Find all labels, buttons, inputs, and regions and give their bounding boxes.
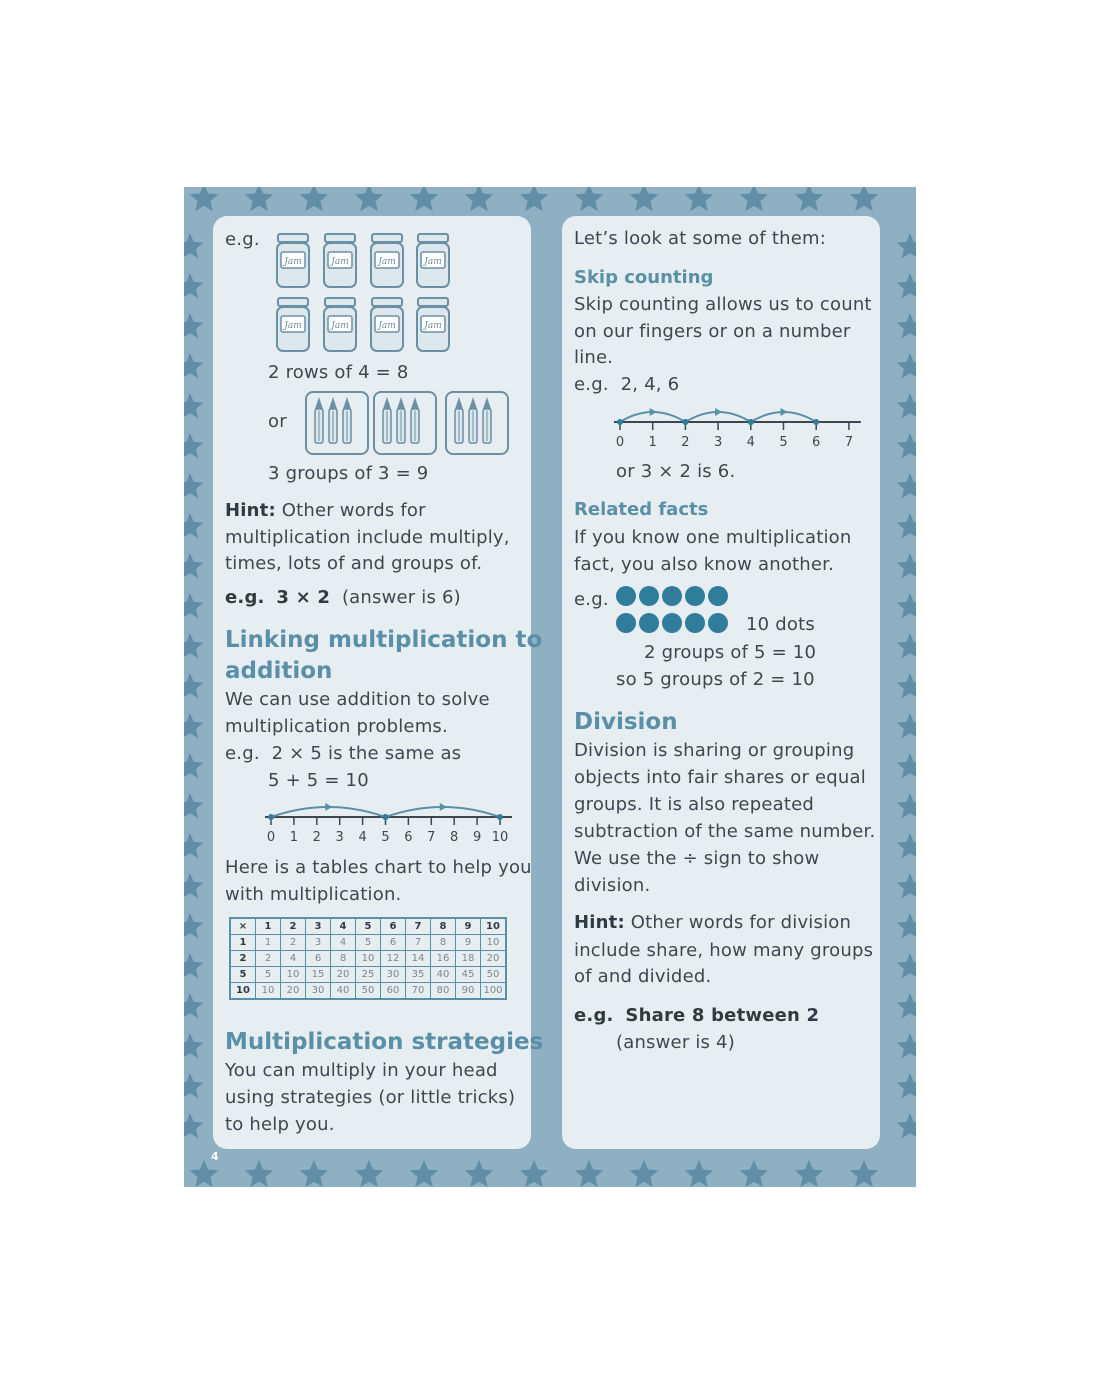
tables-chart-cell: 4 — [331, 935, 356, 951]
groups-text: 3 groups of 3 = 9 — [268, 463, 429, 484]
star-icon — [897, 993, 916, 1018]
number-line-label: 3 — [335, 830, 344, 845]
example-line — [225, 584, 461, 611]
tables-chart-cell: 20 — [331, 967, 356, 983]
pencil-icon — [483, 397, 491, 443]
division-line-5: We use the ÷ sign to show — [574, 848, 820, 869]
example-label: e.g. — [225, 587, 265, 608]
star-icon — [184, 633, 203, 658]
number-line-label: 3 — [713, 435, 723, 450]
star-icon — [850, 187, 879, 211]
jam-jar-icon — [417, 298, 449, 351]
star-icon — [897, 513, 916, 538]
number-line-label: 6 — [404, 830, 413, 845]
jam-jars-illustration — [270, 232, 460, 357]
tables-chart-cell: 2 — [230, 951, 256, 967]
tables-chart-row — [230, 951, 506, 967]
dot — [708, 613, 728, 633]
or-label: or — [268, 411, 287, 432]
pencil-icon — [455, 397, 463, 443]
star-icon — [190, 1160, 219, 1187]
tables-chart-cell: 90 — [456, 983, 481, 1000]
star-icon — [897, 953, 916, 978]
division-line-4: subtraction of the same number. — [574, 821, 876, 842]
star-icon — [685, 1160, 714, 1187]
jam-label: Jam — [424, 257, 442, 267]
linking-heading-line-1: Linking multiplication to — [225, 627, 543, 653]
star-icon — [300, 1160, 329, 1187]
star-icon — [300, 187, 329, 211]
tables-chart-cell: 6 — [306, 951, 331, 967]
jam-jar-icon — [324, 298, 356, 351]
star-icon — [184, 1073, 203, 1098]
tables-chart-cell: 3 — [306, 935, 331, 951]
number-line-label: 0 — [266, 830, 276, 845]
tables-chart-cell: 18 — [456, 951, 481, 967]
tables-chart-cell: × — [230, 918, 256, 935]
star-icon — [184, 1113, 203, 1138]
pencil-icon — [383, 397, 391, 443]
tables-chart-cell: 12 — [381, 951, 406, 967]
example-expression: 3 × 2 — [276, 587, 331, 608]
tables-chart-cell: 100 — [481, 983, 507, 1000]
star-icon — [184, 313, 203, 338]
tables-chart-row — [230, 967, 506, 983]
dot — [685, 613, 705, 633]
tables-chart-cell: 6 — [381, 918, 406, 935]
division-line-2: objects into fair shares or equal — [574, 767, 866, 788]
strategies-heading: Multiplication strategies — [225, 1029, 544, 1055]
star-icon — [575, 187, 604, 211]
skip-result: or 3 × 2 is 6. — [616, 461, 736, 482]
skip-eg-values: 2, 4, 6 — [620, 374, 680, 395]
number-line-label: 10 — [491, 830, 509, 845]
star-icon — [465, 1160, 494, 1187]
jump-arrow — [715, 408, 722, 416]
star-icon — [897, 753, 916, 778]
tables-chart-cell: 20 — [481, 951, 507, 967]
dot — [616, 613, 636, 633]
tables-chart-cell: 70 — [406, 983, 431, 1000]
star-icon — [897, 793, 916, 818]
star-icon — [897, 913, 916, 938]
jam-label: Jam — [378, 321, 396, 331]
star-icon — [184, 513, 203, 538]
jump-arrow — [781, 408, 788, 416]
eg-label: e.g. — [225, 229, 260, 250]
jump-point — [268, 814, 274, 820]
division-hint-text: Other words for division — [630, 912, 852, 933]
linking-heading-line-2: addition — [225, 658, 333, 684]
jump-point — [748, 419, 754, 425]
tables-chart — [229, 917, 507, 1000]
pencil-icon — [343, 397, 351, 443]
star-icon — [740, 1160, 769, 1187]
tables-chart-cell: 7 — [406, 918, 431, 935]
skip-line-3: line. — [574, 347, 614, 368]
star-icon — [897, 433, 916, 458]
tables-chart-cell: 8 — [431, 935, 456, 951]
tables-chart-row — [230, 935, 506, 951]
number-line-label: 2 — [681, 435, 690, 450]
tables-chart-cell: 10 — [481, 918, 507, 935]
star-icon — [897, 633, 916, 658]
skip-counting-heading: Skip counting — [574, 267, 714, 288]
star-icon — [897, 833, 916, 858]
jump-point — [497, 814, 503, 820]
star-icon — [184, 673, 203, 698]
tables-chart-cell: 8 — [431, 918, 456, 935]
tables-intro-line-1: Here is a tables chart to help you — [225, 857, 532, 878]
tables-chart-cell: 4 — [281, 951, 306, 967]
star-icon — [184, 913, 203, 938]
tables-chart-cell: 6 — [381, 935, 406, 951]
tables-chart-cell: 2 — [281, 935, 306, 951]
tables-chart-cell: 15 — [306, 967, 331, 983]
star-icon — [897, 593, 916, 618]
star-icon — [897, 313, 916, 338]
star-icon — [184, 353, 203, 378]
star-icon — [184, 233, 203, 258]
division-hint-line-1 — [574, 909, 851, 936]
tables-chart-cell: 50 — [356, 983, 381, 1000]
number-line-label: 7 — [427, 830, 436, 845]
star-icon — [740, 187, 769, 211]
tables-chart-cell: 2 — [256, 951, 281, 967]
tables-intro-line-2: with multiplication. — [225, 884, 402, 905]
star-icon — [184, 833, 203, 858]
ten-dots — [616, 586, 736, 636]
star-icon — [685, 187, 714, 211]
skip-eg-label: e.g. — [574, 374, 609, 395]
linking-example-line — [225, 740, 461, 767]
number-line-label: 4 — [358, 830, 367, 845]
tables-chart-cell: 45 — [456, 967, 481, 983]
division-heading: Division — [574, 709, 678, 735]
division-example-text: Share 8 between 2 — [625, 1005, 820, 1026]
dot — [616, 586, 636, 606]
tables-chart-cell: 30 — [306, 983, 331, 1000]
tables-chart-row — [230, 983, 506, 1000]
tables-chart-cell: 30 — [381, 967, 406, 983]
number-line-label: 1 — [648, 435, 657, 450]
star-icon — [184, 953, 203, 978]
number-line-label: 7 — [844, 435, 854, 450]
tables-chart-cell: 40 — [331, 983, 356, 1000]
tables-chart-cell: 14 — [406, 951, 431, 967]
pencil-icon — [315, 397, 323, 443]
star-icon — [245, 187, 274, 211]
number-line-label: 4 — [746, 435, 755, 450]
star-icon — [897, 473, 916, 498]
star-icon — [184, 753, 203, 778]
jump-point — [383, 814, 389, 820]
jump-point — [813, 419, 819, 425]
dot — [685, 586, 705, 606]
tables-chart-cell: 5 — [356, 918, 381, 935]
related-facts-heading: Related facts — [574, 499, 709, 520]
tables-chart-cell: 9 — [456, 918, 481, 935]
number-line-0-to-7 — [605, 400, 865, 450]
star-icon — [355, 1160, 384, 1187]
dots-label: 10 dots — [746, 614, 815, 635]
star-icon — [897, 233, 916, 258]
dot — [662, 586, 682, 606]
jam-label: Jam — [424, 321, 442, 331]
star-icon — [520, 1160, 549, 1187]
dot — [639, 586, 659, 606]
star-icon — [245, 1160, 274, 1187]
hint-line-1 — [225, 497, 426, 524]
star-icon — [897, 273, 916, 298]
star-icon — [850, 1160, 879, 1187]
linking-eg-text: 2 × 5 is the same as — [271, 743, 462, 764]
tables-chart-cell: 10 — [281, 967, 306, 983]
division-line-3: groups. It is also repeated — [574, 794, 814, 815]
tables-chart-cell: 1 — [230, 935, 256, 951]
division-hint-line-2: include share, how many groups — [574, 940, 874, 961]
dot — [662, 613, 682, 633]
hint-text: Other words for — [281, 500, 426, 521]
star-icon — [897, 873, 916, 898]
number-line-label: 1 — [289, 830, 299, 845]
groups-of-2: so 5 groups of 2 = 10 — [616, 669, 815, 690]
jam-jar-icon — [277, 298, 309, 351]
star-icon — [184, 593, 203, 618]
star-icon — [184, 713, 203, 738]
division-example-line — [574, 1002, 819, 1029]
tables-chart-cell: 35 — [406, 967, 431, 983]
rows-text: 2 rows of 4 = 8 — [268, 362, 409, 383]
jump-arrow — [650, 408, 657, 416]
star-icon — [897, 353, 916, 378]
tables-chart-cell: 20 — [281, 983, 306, 1000]
jump-point — [682, 419, 688, 425]
related-line-2: fact, you also know another. — [574, 554, 835, 575]
tables-chart-cell: 1 — [256, 935, 281, 951]
jam-jar-icon — [324, 234, 356, 287]
tables-chart-cell: 10 — [256, 983, 281, 1000]
number-line-label: 2 — [312, 830, 321, 845]
star-icon — [795, 1160, 824, 1187]
dot — [708, 586, 728, 606]
jump-arrow — [440, 803, 447, 811]
tables-chart-cell: 16 — [431, 951, 456, 967]
star-icon — [410, 1160, 439, 1187]
skip-line-1: Skip counting allows us to count — [574, 294, 872, 315]
linking-eg-label: e.g. — [225, 743, 260, 764]
jam-label: Jam — [331, 257, 349, 267]
jam-label: Jam — [378, 257, 396, 267]
star-icon — [897, 673, 916, 698]
tables-chart-cell: 5 — [356, 935, 381, 951]
star-icon — [184, 873, 203, 898]
strategies-line-1: You can multiply in your head — [225, 1060, 498, 1081]
tables-chart-cell: 60 — [381, 983, 406, 1000]
pencil-icon — [469, 397, 477, 443]
strategies-line-3: to help you. — [225, 1114, 335, 1135]
page-number: 4 — [211, 1150, 219, 1163]
star-icon — [465, 187, 494, 211]
jam-label: Jam — [284, 257, 302, 267]
groups-of-5: 2 groups of 5 = 10 — [644, 642, 817, 663]
star-icon — [897, 553, 916, 578]
tables-chart-cell: 9 — [456, 935, 481, 951]
number-line-label: 8 — [450, 830, 459, 845]
number-line-label: 9 — [472, 830, 482, 845]
pencils-illustration — [305, 391, 515, 455]
jump-point — [617, 419, 623, 425]
star-icon — [630, 187, 659, 211]
star-icon — [190, 187, 219, 211]
skip-line-2: on our fingers or on a number — [574, 321, 851, 342]
tables-chart-cell: 2 — [281, 918, 306, 935]
division-example-answer: (answer is 4) — [616, 1032, 735, 1053]
tables-chart-cell: 7 — [406, 935, 431, 951]
tables-chart-cell: 25 — [356, 967, 381, 983]
star-icon — [184, 1033, 203, 1058]
star-icon — [184, 793, 203, 818]
hint-label: Hint: — [225, 500, 276, 521]
tables-chart-cell: 5 — [256, 967, 281, 983]
skip-example-line — [574, 371, 679, 398]
tables-chart-cell: 40 — [431, 967, 456, 983]
star-icon — [184, 393, 203, 418]
tables-chart-cell: 10 — [481, 935, 507, 951]
tables-chart-cell: 80 — [431, 983, 456, 1000]
jump-arrow — [325, 803, 332, 811]
strategies-line-2: using strategies (or little tricks) — [225, 1087, 516, 1108]
tables-chart-cell: 5 — [230, 967, 256, 983]
tables-chart-cell: 4 — [331, 918, 356, 935]
jam-jar-icon — [371, 298, 403, 351]
tables-chart-cell: 10 — [356, 951, 381, 967]
star-icon — [897, 1113, 916, 1138]
linking-sum: 5 + 5 = 10 — [268, 770, 369, 791]
division-eg-label: e.g. — [574, 1005, 614, 1026]
related-eg-label: e.g. — [574, 589, 609, 610]
tables-chart-cell: 1 — [256, 918, 281, 935]
number-line-label: 5 — [779, 435, 788, 450]
division-hint-line-3: of and divided. — [574, 966, 712, 987]
star-icon — [575, 1160, 604, 1187]
tables-chart-cell: 8 — [331, 951, 356, 967]
division-hint-label: Hint: — [574, 912, 625, 933]
star-icon — [184, 473, 203, 498]
star-icon — [184, 433, 203, 458]
hint-line-2: multiplication include multiply, — [225, 527, 510, 548]
jam-jar-icon — [277, 234, 309, 287]
tables-chart-cell: 3 — [306, 918, 331, 935]
linking-line-2: multiplication problems. — [225, 716, 448, 737]
division-line-6: division. — [574, 875, 651, 896]
pencil-icon — [397, 397, 405, 443]
star-icon — [795, 187, 824, 211]
number-line-label: 0 — [615, 435, 625, 450]
division-line-1: Division is sharing or grouping — [574, 740, 855, 761]
star-icon — [184, 273, 203, 298]
star-icon — [184, 553, 203, 578]
tables-chart-cell: 10 — [230, 983, 256, 1000]
pencil-icon — [411, 397, 419, 443]
number-line-label: 6 — [812, 435, 821, 450]
star-icon — [410, 187, 439, 211]
star-icon — [897, 393, 916, 418]
star-icon — [355, 187, 384, 211]
jam-label: Jam — [284, 321, 302, 331]
star-icon — [897, 1073, 916, 1098]
number-line-label: 5 — [381, 830, 390, 845]
star-icon — [897, 713, 916, 738]
hint-line-3: times, lots of and groups of. — [225, 553, 483, 574]
jam-label: Jam — [331, 321, 349, 331]
right-intro: Let’s look at some of them: — [574, 228, 826, 249]
tables-chart-header-row — [230, 918, 506, 935]
star-icon — [897, 1033, 916, 1058]
star-icon — [520, 187, 549, 211]
linking-line-1: We can use addition to solve — [225, 689, 490, 710]
jam-jar-icon — [371, 234, 403, 287]
pencil-icon — [329, 397, 337, 443]
jam-jar-icon — [417, 234, 449, 287]
tables-chart-cell: 50 — [481, 967, 507, 983]
example-answer: (answer is 6) — [341, 587, 461, 608]
number-line-0-to-10 — [255, 795, 520, 845]
star-icon — [630, 1160, 659, 1187]
related-line-1: If you know one multiplication — [574, 527, 852, 548]
star-icon — [184, 993, 203, 1018]
dot — [639, 613, 659, 633]
